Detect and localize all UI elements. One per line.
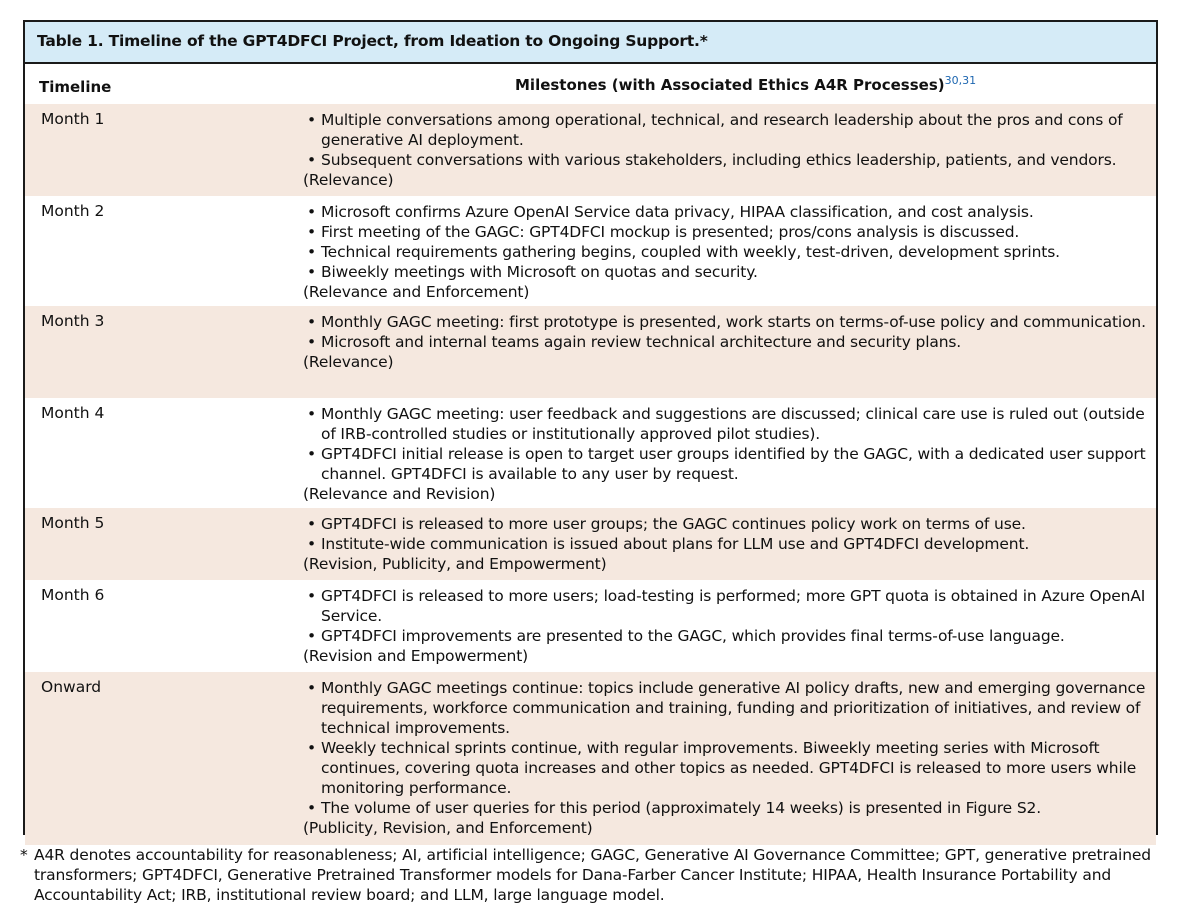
row-milestones <box>303 514 1147 574</box>
bullet-marker: • <box>307 445 316 463</box>
footnote-text: A4R denotes accountability for reasonableness; AI, artificial intelligence; GAGC, Generative AI Governance Committee; GPT, generative pretrained transformers; GPT4DFCI, Generative Pretrained Transformer models for Dana-Farber Cancer Institute; HIPAA, Health Insurance Portability and Accountability Act; IRB, institutional review board; and LLM, large language model. <box>34 846 1151 904</box>
milestone-item <box>307 586 1147 626</box>
milestone-text: The volume of user queries for this period (approximately 14 weeks) is presented in Figure S2. <box>321 799 1042 817</box>
milestone-text: GPT4DFCI is released to more user groups; the GAGC continues policy work on terms of use. <box>321 515 1026 533</box>
table-row <box>25 398 1156 508</box>
milestone-item <box>307 798 1147 818</box>
milestone-item <box>307 202 1147 222</box>
milestone-text: Biweekly meetings with Microsoft on quotas and security. <box>321 263 758 281</box>
milestone-item <box>307 332 1147 352</box>
table-row <box>25 104 1156 196</box>
bullet-marker: • <box>307 263 316 281</box>
table-footnote <box>20 845 1180 905</box>
milestone-item <box>307 534 1147 554</box>
ethics-process: (Relevance) <box>303 353 394 371</box>
bullet-marker: • <box>307 799 316 817</box>
bullet-marker: • <box>307 535 316 553</box>
bullet-marker: • <box>307 405 316 423</box>
bullet-marker: • <box>307 243 316 261</box>
column-header-timeline: Timeline <box>39 78 112 96</box>
bullet-marker: • <box>307 679 316 697</box>
milestone-text: Monthly GAGC meetings continue: topics include generative AI policy drafts, new and emerging governance requirements, workforce communication and training, funding and prioritization of initiatives, and review of technical improvements. <box>321 679 1146 737</box>
row-label: Month 4 <box>41 404 105 422</box>
bullet-marker: • <box>307 223 316 241</box>
milestone-text: Subsequent conversations with various stakeholders, including ethics leadership, patients, and vendors. <box>321 151 1117 169</box>
bullet-marker: • <box>307 515 316 533</box>
row-milestones <box>303 586 1147 666</box>
table-row <box>25 508 1156 580</box>
row-milestones <box>303 110 1147 190</box>
column-header-milestones <box>515 74 976 94</box>
table-row <box>25 196 1156 306</box>
row-label: Month 5 <box>41 514 105 532</box>
milestone-item <box>307 242 1147 262</box>
reference-superscript: 30,31 <box>944 74 977 87</box>
bullet-marker: • <box>307 203 316 221</box>
footnote-marker: * <box>20 846 28 864</box>
milestone-item <box>307 738 1147 798</box>
bullet-marker: • <box>307 151 316 169</box>
bullet-marker: • <box>307 587 316 605</box>
ethics-process: (Publicity, Revision, and Enforcement) <box>303 819 593 837</box>
milestone-text: Technical requirements gathering begins, coupled with weekly, test-driven, development sprints. <box>321 243 1060 261</box>
row-label: Month 3 <box>41 312 105 330</box>
table-title: Table 1. Timeline of the GPT4DFCI Project, from Ideation to Ongoing Support.* <box>25 22 1156 64</box>
column-header-milestones-text: Milestones (with Associated Ethics A4R Processes) <box>515 76 945 94</box>
milestone-item <box>307 444 1147 484</box>
milestone-text: Multiple conversations among operational, technical, and research leadership about the pros and cons of generative AI deployment. <box>321 111 1123 149</box>
milestone-item <box>307 110 1147 150</box>
table-row <box>25 580 1156 672</box>
milestone-item <box>307 514 1147 534</box>
row-milestones <box>303 404 1147 504</box>
milestone-text: Institute-wide communication is issued about plans for LLM use and GPT4DFCI development. <box>321 535 1030 553</box>
ethics-process: (Relevance) <box>303 171 394 189</box>
milestone-item <box>307 222 1147 242</box>
milestone-text: Microsoft and internal teams again review technical architecture and security plans. <box>321 333 962 351</box>
bullet-marker: • <box>307 313 316 331</box>
table-row <box>25 672 1156 845</box>
table-row <box>25 306 1156 398</box>
timeline-table <box>23 20 1158 835</box>
row-milestones <box>303 312 1147 372</box>
bullet-marker: • <box>307 739 316 757</box>
milestone-item <box>307 678 1147 738</box>
milestone-item <box>307 262 1147 282</box>
milestone-text: Monthly GAGC meeting: user feedback and suggestions are discussed; clinical care use is ruled out (outside of IRB-controlled studies or institutionally approved pilot studies). <box>321 405 1145 443</box>
milestone-item <box>307 150 1147 170</box>
bullet-marker: • <box>307 627 316 645</box>
row-label: Month 1 <box>41 110 105 128</box>
milestone-item <box>307 626 1147 646</box>
milestone-text: Monthly GAGC meeting: first prototype is presented, work starts on terms-of-use policy and communication. <box>321 313 1146 331</box>
milestone-item <box>307 312 1147 332</box>
bullet-marker: • <box>307 333 316 351</box>
bullet-marker: • <box>307 111 316 129</box>
ethics-process: (Relevance and Enforcement) <box>303 283 530 301</box>
ethics-process: (Revision and Empowerment) <box>303 647 529 665</box>
milestone-text: First meeting of the GAGC: GPT4DFCI mockup is presented; pros/cons analysis is discussed. <box>321 223 1020 241</box>
ethics-process: (Relevance and Revision) <box>303 485 496 503</box>
milestone-text: GPT4DFCI improvements are presented to the GAGC, which provides final terms-of-use language. <box>321 627 1065 645</box>
milestone-text: Weekly technical sprints continue, with regular improvements. Biweekly meeting series with Microsoft continues, covering quota increases and other topics as needed. GPT4DFCI is released to more users while monitoring performance. <box>321 739 1137 797</box>
milestone-item <box>307 404 1147 444</box>
milestone-text: Microsoft confirms Azure OpenAI Service data privacy, HIPAA classification, and cost analysis. <box>321 203 1034 221</box>
milestone-text: GPT4DFCI initial release is open to target user groups identified by the GAGC, with a dedicated user support channel. GPT4DFCI is available to any user by request. <box>321 445 1146 483</box>
row-label: Onward <box>41 678 102 696</box>
row-label: Month 2 <box>41 202 105 220</box>
row-milestones <box>303 678 1147 838</box>
row-milestones <box>303 202 1147 302</box>
row-label: Month 6 <box>41 586 105 604</box>
table-header-row <box>25 64 1156 104</box>
ethics-process: (Revision, Publicity, and Empowerment) <box>303 555 607 573</box>
milestone-text: GPT4DFCI is released to more users; load-testing is performed; more GPT quota is obtained in Azure OpenAI Service. <box>321 587 1146 625</box>
